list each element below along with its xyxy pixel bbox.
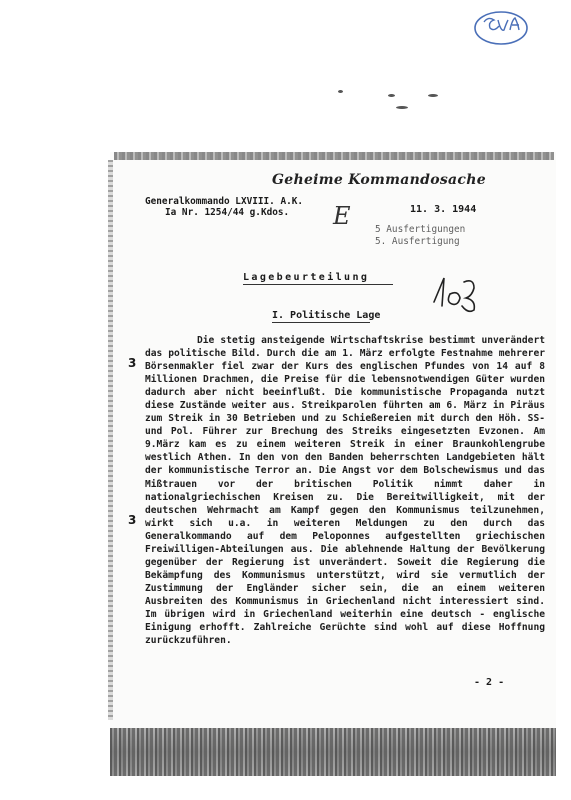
title-underline xyxy=(243,284,393,285)
copy-number: 5. Ausfertigung xyxy=(375,236,460,247)
scan-artifact-left xyxy=(108,160,113,720)
margin-mark: 3 xyxy=(128,356,137,370)
scan-speck xyxy=(396,106,408,109)
handwritten-e-mark: E xyxy=(333,202,351,230)
scan-artifact-top xyxy=(114,152,554,160)
margin-mark: 3 xyxy=(128,513,137,527)
scan-speck xyxy=(428,94,438,97)
handwritten-initials xyxy=(430,272,486,314)
reference-stamp-mark xyxy=(472,8,530,48)
scan-speck xyxy=(338,90,343,93)
section-underline xyxy=(272,322,370,323)
section-heading: I. Politische Lage xyxy=(272,310,381,321)
classification-header: Geheime Kommandosache xyxy=(272,172,486,188)
sender-line: Generalkommando LXVIII. A.K. xyxy=(145,196,304,207)
document-title: Lagebeurteilung xyxy=(243,272,370,283)
scan-speck xyxy=(388,94,395,97)
body-paragraph: Die stetig ansteigende Wirtschaftskrise bestimmt unverändert das politische Bild. Durch die am 1. März erfolgte Festnahme mehrerer Börsenmakler fiel zwar der Kurs des englischen Pfundes von 14 auf 8 Millionen Drachmen, die Preise für die lebensnotwendigen Güter wurden dadurch aber nicht beeinflußt. Die kommunistische Propaganda nutzt diese Zustände weiter aus. Streikparolen führten am 6. März in Piräus zum Streik in 30 Betrieben und zu Schießereien mit durch den Höh. SS- und Pol. Führer zur Brechung des Streiks eingesetzten Evzonen. Am 9.März kam es zu einem weiteren Streik in einer Braunkohlengrube westlich Athen. In den von den Banden beherrschten Landgebieten hält der kommunistische Terror an. Die Angst vor dem Bolschewismus und das Mißtrauen vor der britischen Politik nimmt daher in nationalgriechischen Kreisen zu. Die Bereitwilligkeit, mit der deutschen Wehrmacht am Kampf gegen den Kommunismus teilzunehmen, wirkt sich u.a. in weiteren Meldungen zu den durch das Generalkommando auf dem Peloponnes aufgestellten griechischen Freiwilligen-Abteilungen aus. Die ablehnende Haltung der Bevölkerung gegenüber der Regierung ist unverändert. Soweit die Regierung die Bekämpfung des Kommunismus unterstützt, wird sie vermutlich der Zustimmung der Engländer sicher sein, die an einem weiteren Ausbreiten des Kommunismus in Griechenland nicht interessiert sind. Im übrigen wird in Griechenland weiterhin eine deutsch - englische Einigung erhofft. Zahlreiche Gerüchte sind wohl auf diese Hoffnung zurückzuführen. xyxy=(145,335,545,647)
scan-artifact-bottom xyxy=(110,728,556,776)
copies-count: 5 Ausfertigungen xyxy=(375,224,466,235)
file-number: Ia Nr. 1254/44 g.Kdos. xyxy=(165,207,290,218)
page-number: - 2 - xyxy=(474,677,505,688)
document-date: 11. 3. 1944 xyxy=(410,204,477,215)
